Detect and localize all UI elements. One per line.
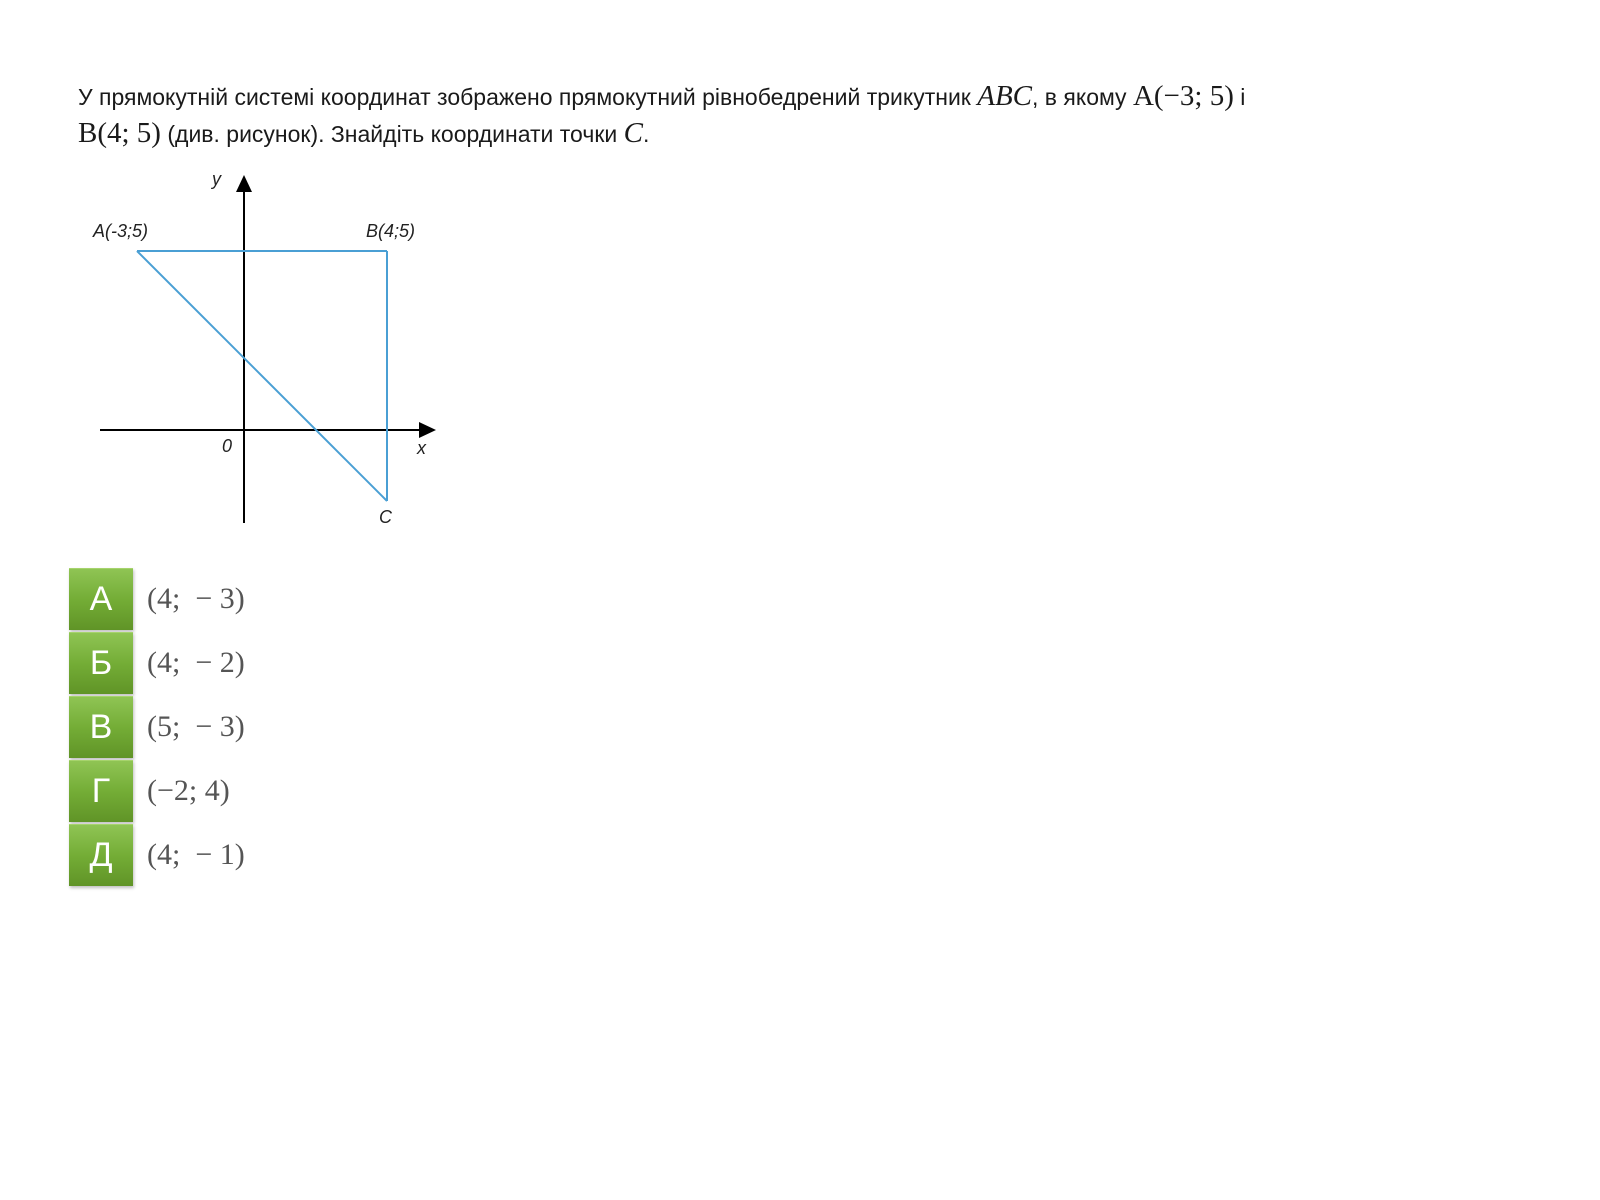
option-d-answer: (4; − 1) [147,838,245,871]
option-g-badge[interactable]: Г [69,760,133,822]
coordinate-plot [80,165,460,535]
triangle-name: ABC [977,80,1033,112]
option-a-badge[interactable]: А [69,568,133,630]
point-c-name: C [623,117,643,149]
option-g-answer: (−2; 4) [147,774,230,807]
point-b-label: B(4;5) [366,221,416,241]
option-d[interactable] [69,823,245,887]
question-part-1: У прямокутній системі координат зображено прямокутний рівнобедрений трикутник [78,84,978,110]
point-c-label: C [379,507,392,527]
side-ac [137,251,387,501]
x-axis-label: x [417,438,426,458]
question-text [78,78,1478,152]
option-v-badge[interactable]: В [69,696,133,758]
point-b-coords: B(4; 5) [78,117,161,149]
answer-options [69,567,245,887]
option-d-badge[interactable]: Д [69,824,133,886]
question-part-5: . [642,121,650,147]
option-v[interactable] [69,695,245,759]
option-b-badge[interactable]: Б [69,632,133,694]
question-part-4: (див. рисунок). Знайдіть координати точки [160,121,624,147]
option-a[interactable] [69,567,245,631]
point-a-coords: A(−3; 5) [1132,80,1234,112]
question-part-3: і [1233,84,1246,110]
coordinate-figure [80,165,460,535]
option-g[interactable] [69,759,245,823]
y-axis-label: y [212,169,221,189]
origin-label: 0 [222,436,233,456]
option-a-answer: (4; − 3) [147,582,245,615]
point-a-label: A(-3;5) [93,221,149,241]
question-part-2: , в якому [1032,84,1133,110]
y-axis-arrow [236,175,252,192]
option-b-answer: (4; − 2) [147,646,245,679]
option-v-answer: (5; − 3) [147,710,245,743]
x-axis-arrow [419,422,436,438]
option-b[interactable] [69,631,245,695]
